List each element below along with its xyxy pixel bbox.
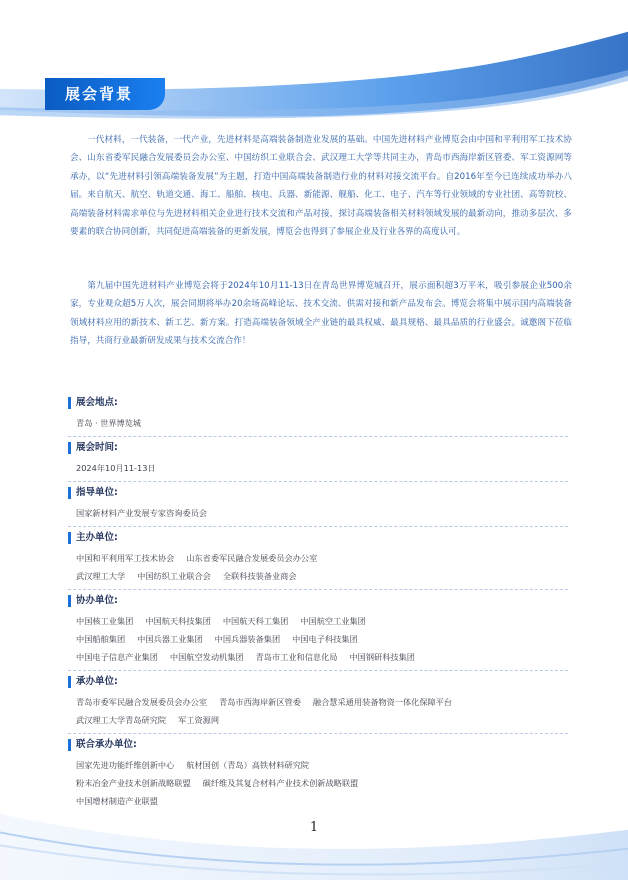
organization-name: 全联科技装备业商会 xyxy=(222,571,297,581)
info-line xyxy=(68,711,588,729)
info-block xyxy=(68,442,588,477)
organization-name: 中国航天科工集团 xyxy=(222,616,289,626)
organization-name: 中国电子科技集团 xyxy=(292,634,358,644)
info-label: 承办单位: xyxy=(68,676,588,688)
organization-name: 航材国创（青岛）高铁材料研究院 xyxy=(186,760,310,770)
organization-name: 青岛市工业和信息化局 xyxy=(255,652,338,662)
organization-name: 融合慧采通用装备物资一体化保障平台 xyxy=(312,697,453,707)
info-label: 联合承办单位: xyxy=(68,739,588,751)
dashed-divider xyxy=(68,670,568,671)
page-number: 1 xyxy=(309,820,319,835)
section-title: 展会背景 xyxy=(65,85,134,103)
info-block xyxy=(68,676,588,729)
info-line xyxy=(68,693,588,711)
organization-name: 国家新材料产业发展专家咨询委员会 xyxy=(76,508,208,518)
organization-name: 中国船舶集团 xyxy=(76,634,126,644)
info-line xyxy=(68,459,588,477)
intro-paragraph-2 xyxy=(70,277,572,351)
info-label: 主办单位: xyxy=(68,532,588,544)
paragraph-text: 一代材料，一代装备，一代产业，先进材料是高端装备制造业发展的基础。中国先进材料产业博览会由中国和平利用军工技术协会、山东省委军民融合发展委员会办公室、中国纺织工业联合会、武汉理工大学等共同主办，青岛市西海岸新区管委、军工资源网等承办，以“先进材料引领高端装备发展”为主题，打造中国高端装备制造行业的材料对接交流平台。自2016年至今已连续成功举办八届。来自航天、航空、轨道交通、海工、船舶、核电、兵器、新能源、舰船、化工、电子、汽车等行业领域的专业社团、高等院校、高端装备材料需求单位与先进材料相关企业进行技术交流和产品对接，探讨高端装备相关材料领域发展的最新动向，推动多层次、多要素的联合协同创新，共同促进高端装备的更新发展，博览会也得到了参展企业及行业各界的高度认可。 xyxy=(70,135,572,238)
info-line xyxy=(68,504,588,522)
organization-name: 山东省委军民融合发展委员会办公室 xyxy=(186,553,318,563)
organization-name: 军工资源网 xyxy=(178,715,220,725)
info-label: 展会时间: xyxy=(68,442,588,454)
info-block xyxy=(68,532,588,585)
organization-name: 中国电子信息产业集团 xyxy=(76,652,158,662)
organization-name: 中国航天科技集团 xyxy=(145,616,211,626)
info-line xyxy=(68,414,588,432)
organization-name: 粉末冶金产业技术创新战略联盟 xyxy=(76,778,191,788)
dashed-divider xyxy=(68,589,568,590)
organization-name: 中国航空发动机集团 xyxy=(169,652,244,662)
info-line xyxy=(68,612,588,630)
info-label: 指导单位: xyxy=(68,487,588,499)
info-block xyxy=(68,595,588,666)
exhibition-info-list xyxy=(68,397,588,810)
organization-name: 中国核工业集团 xyxy=(76,616,134,626)
section-title-banner xyxy=(45,78,165,110)
organization-name: 中国和平利用军工技术协会 xyxy=(76,553,175,563)
dashed-divider xyxy=(68,526,568,527)
organization-name: 中国纺织工业联合会 xyxy=(137,571,211,581)
organization-name: 国家先进功能纤维创新中心 xyxy=(76,760,175,770)
organization-name: 碳纤维及其复合材料产业技术创新战略联盟 xyxy=(202,778,359,788)
paragraph-text: 第九届中国先进材料产业博览会将于2024年10月11-13日在青岛世界博览城召开，展示面积超3万平米，吸引参展企业500余家，专业观众超5万人次，展会同期将举办20余场高峰论坛、技术交流、供需对接和新产品发布会。博览会将集中展示国内高端装备领域材料应用的新技术、新工艺、新方案。打造高端装备领域全产业链的最具权威、最具规格、最具品质的行业盛会。诚邀阁下莅临指导，共商行业最新研发成果与技术交流合作！ xyxy=(70,281,572,347)
organization-name: 2024年10月11-13日 xyxy=(76,463,156,473)
intro-paragraph-1 xyxy=(70,131,572,241)
info-line xyxy=(68,567,588,585)
organization-name: 武汉理工大学 xyxy=(76,571,126,581)
organization-name: 中国兵器装备集团 xyxy=(214,634,281,644)
organization-name: 中国增材制造产业联盟 xyxy=(76,796,158,806)
dashed-divider xyxy=(68,481,568,482)
organization-name: 中国钢研科技集团 xyxy=(349,652,415,662)
info-line xyxy=(68,630,588,648)
info-block xyxy=(68,397,588,432)
info-label: 展会地点: xyxy=(68,397,588,409)
info-line xyxy=(68,549,588,567)
organization-name: 青岛市委军民融合发展委员会办公室 xyxy=(76,697,208,707)
organization-name: 中国兵器工业集团 xyxy=(137,634,203,644)
info-line xyxy=(68,648,588,666)
organization-name: 青岛 · 世界博览城 xyxy=(76,418,142,428)
dashed-divider xyxy=(68,733,568,734)
dashed-divider xyxy=(68,436,568,437)
organization-name: 武汉理工大学青岛研究院 xyxy=(76,715,167,725)
organization-name: 中国航空工业集团 xyxy=(300,616,366,626)
info-label: 协办单位: xyxy=(68,595,588,607)
organization-name: 青岛市西海岸新区管委 xyxy=(219,697,301,707)
info-block xyxy=(68,487,588,522)
